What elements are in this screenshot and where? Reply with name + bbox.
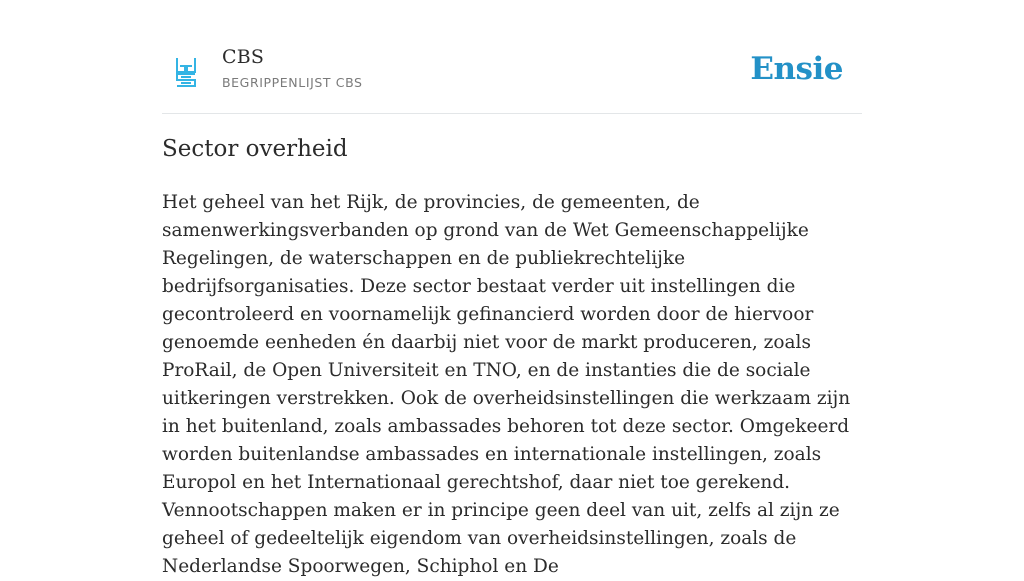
ensie-logo-link[interactable]: Ensie (750, 51, 843, 87)
header (162, 40, 862, 114)
organization-name[interactable]: CBS (222, 46, 265, 68)
cbs-logo-icon[interactable] (175, 56, 197, 88)
glossary-name[interactable]: BEGRIPPENLIJST CBS (222, 75, 363, 90)
term-title: Sector overheid (162, 136, 348, 162)
term-definition: Het geheel van het Rijk, de provincies, de gemeenten, de samenwerkingsverbanden op grond van de Wet Gemeenschappelijke Regelingen, de waterschappen en de publiekrechtelijke bedrijfsorganisaties. Deze sector bestaat verder uit instellingen die gecontroleerd en voornamelijk gefinancierd worden door de hiervoor genoemde eenheden én daarbij niet voor de markt produceren, zoals ProRail, de Open Universiteit en TNO, en de instanties die de sociale uitkeringen verstrekken. Ook de overheidsinstellingen die werkzaam zijn in het buitenland, zoals ambassades behoren tot deze sector. Omgekeerd worden buitenlandse ambassades en internationale instellingen, zoals Europol en het Internationaal gerechtshof, daar niet toe gerekend. Vennootschappen maken er in principe geen deel van uit, zelfs al zijn ze geheel of gedeeltelijk eigendom van overheidsinstellingen, zoals de Nederlandse Spoorwegen, Schiphol en De (162, 192, 851, 577)
